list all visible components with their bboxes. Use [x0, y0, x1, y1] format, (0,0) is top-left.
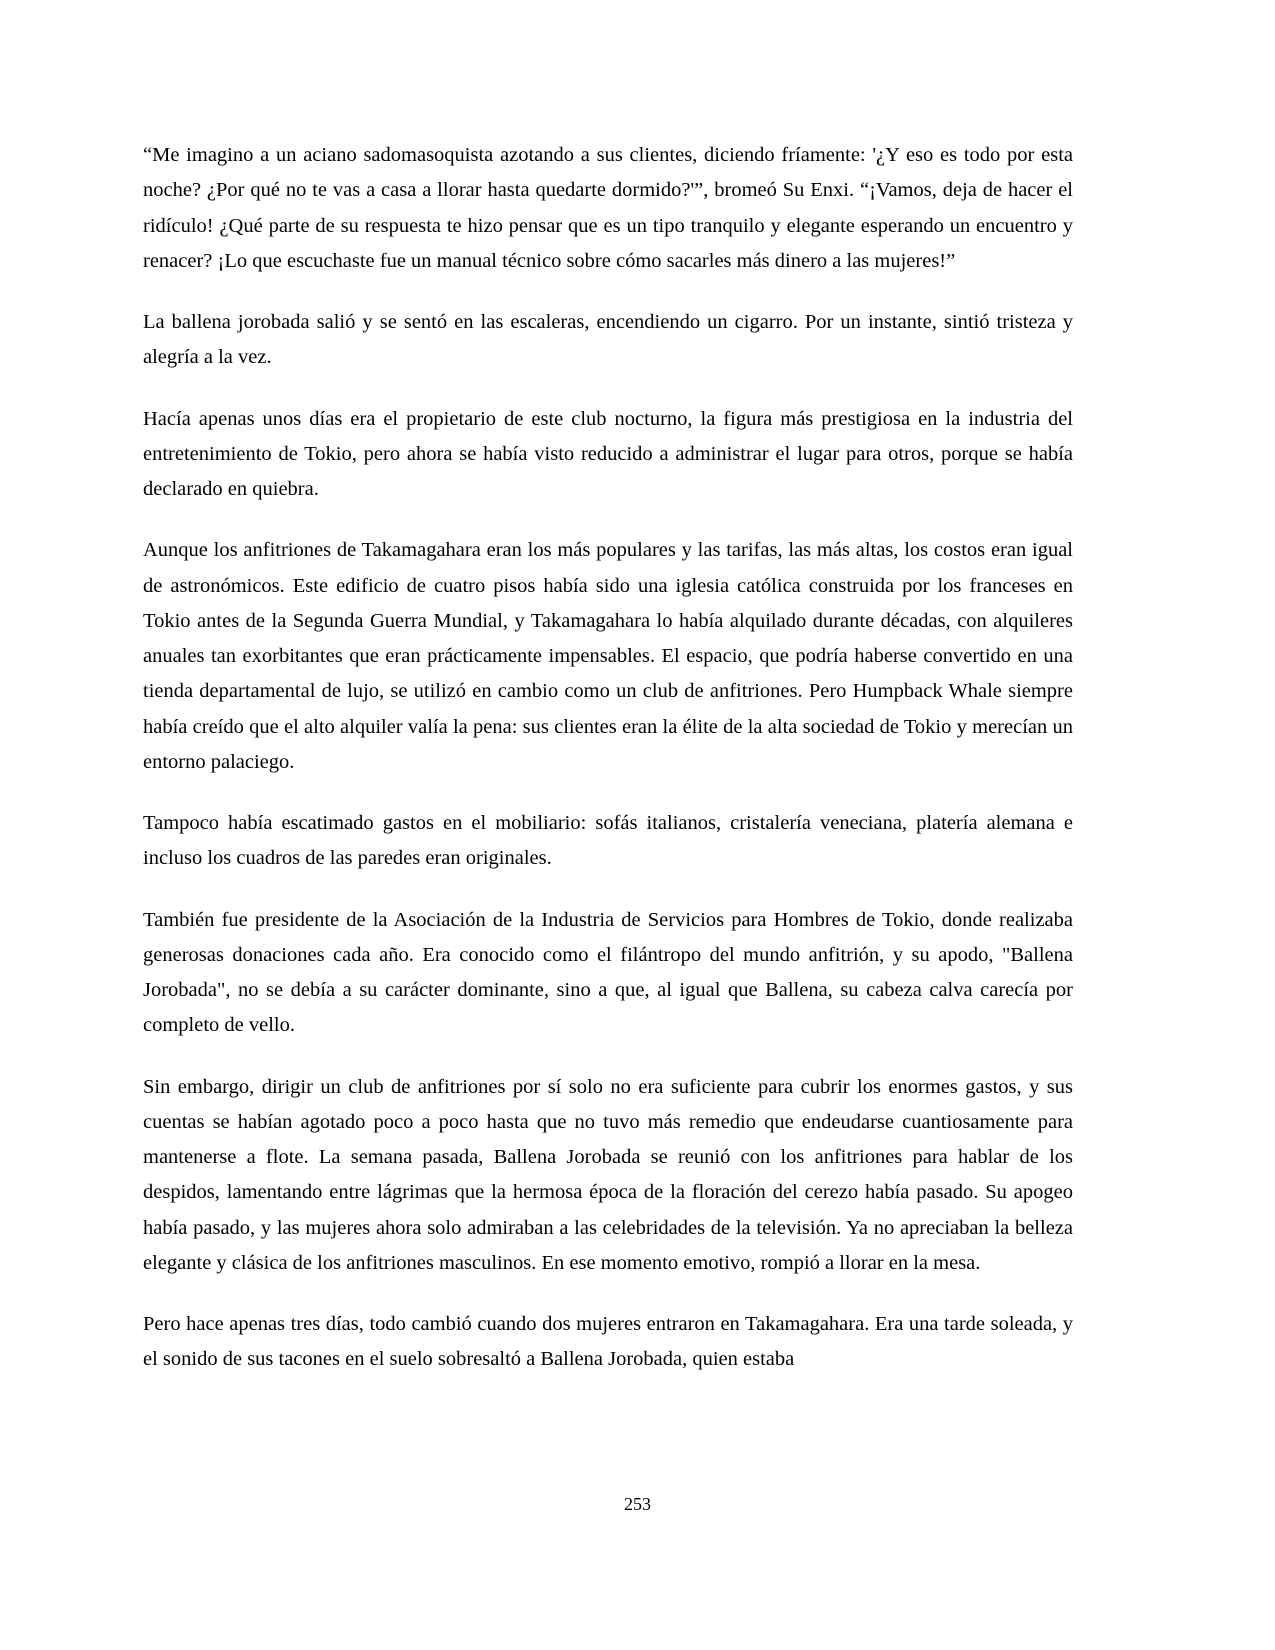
paragraph: La ballena jorobada salió y se sentó en las escaleras, encendiendo un cigarro. Por un instante, sintió tristeza y alegría a la vez. [143, 311, 1073, 369]
paragraph: Tampoco había escatimado gastos en el mobiliario: sofás italianos, cristalería veneciana, platería alemana e incluso los cuadros de las paredes eran originales. [143, 812, 1073, 870]
paragraph: También fue presidente de la Asociación de la Industria de Servicios para Hombres de Tokio, donde realizaba generosas donaciones cada año. Era conocido como el filántropo del mundo anfitrión, y su apodo, "Ballena Jorobada", no se debía a su carácter dominante, sino a que, al igual que Ballena, su cabeza calva carecía por completo de vello. [143, 908, 1073, 1037]
page-body [143, 138, 1073, 1378]
paragraph: “Me imagino a un aciano sadomasoquista azotando a sus clientes, diciendo fríamente: '¿Y eso es todo por esta noche? ¿Por qué no te vas a casa a llorar hasta quedarte dormido?'”, bromeó Su Enxi. “¡Vamos, deja de hacer el ridículo! ¿Qué parte de su respuesta te hizo pensar que es un tipo tranquilo y elegante esperando un encuentro y renacer? ¡Lo que escuchaste fue un manual técnico sobre cómo sacarles más dinero a las mujeres!” [143, 144, 1073, 272]
paragraph: Pero hace apenas tres días, todo cambió cuando dos mujeres entraron en Takamagahara. Era una tarde soleada, y el sonido de sus tacones en el suelo sobresaltó a Ballena Jorobada, quien estaba [143, 1313, 1073, 1371]
paragraph: Sin embargo, dirigir un club de anfitriones por sí solo no era suficiente para cubrir los enormes gastos, y sus cuentas se habían agotado poco a poco hasta que no tuvo más remedio que endeudarse cuantiosamente para mantenerse a flote. La semana pasada, Ballena Jorobada se reunió con los anfitriones para hablar de los despidos, lamentando entre lágrimas que la hermosa época de la floración del cerezo había pasado. Su apogeo había pasado, y las mujeres ahora solo admiraban a las celebridades de la televisión. Ya no apreciaban la belleza elegante y clásica de los anfitriones masculinos. En ese momento emotivo, rompió a llorar en la mesa. [143, 1075, 1073, 1274]
page-number: 253 [624, 1494, 651, 1514]
paragraph: Hacía apenas unos días era el propietario de este club nocturno, la figura más prestigiosa en la industria del entretenimiento de Tokio, pero ahora se había visto reducido a administrar el lugar para otros, porque se había declarado en quiebra. [143, 407, 1073, 500]
paragraph: Aunque los anfitriones de Takamagahara eran los más populares y las tarifas, las más altas, los costos eran igual de astronómicos. Este edificio de cuatro pisos había sido una iglesia católica construida por los franceses en Tokio antes de la Segunda Guerra Mundial, y Takamagahara lo había alquilado durante décadas, con alquileres anuales tan exorbitantes que eran prácticamente impensables. El espacio, que podría haberse convertido en una tienda departamental de lujo, se utilizó en cambio como un club de anfitriones. Pero Humpback Whale siempre había creído que el alto alquiler valía la pena: sus clientes eran la élite de la alta sociedad de Tokio y merecían un entorno palaciego. [143, 539, 1073, 773]
